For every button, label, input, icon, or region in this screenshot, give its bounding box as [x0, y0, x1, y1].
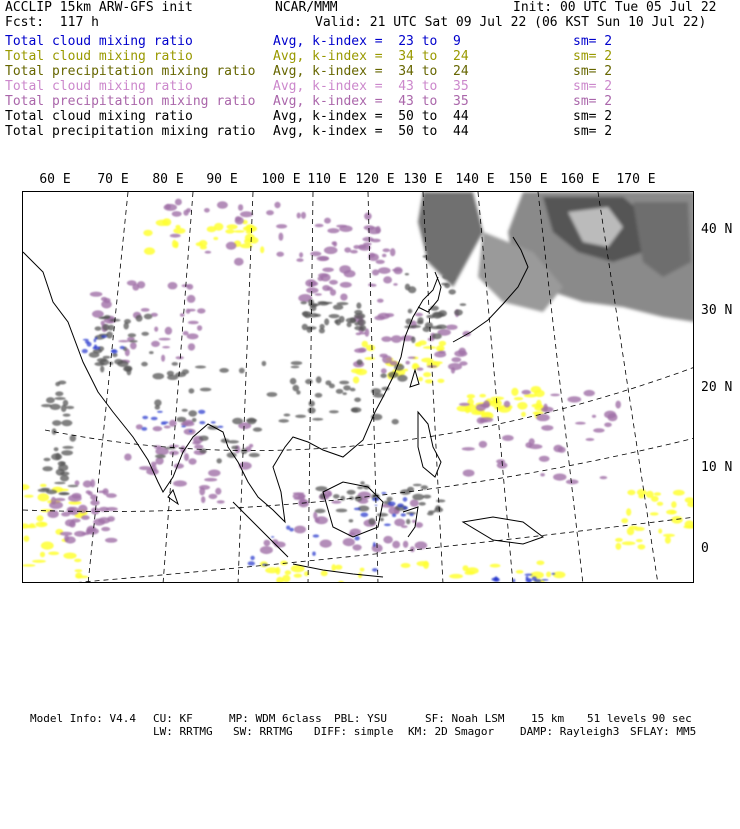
levels: 51 levels — [587, 712, 647, 725]
field-smoothing: sm= 2 — [573, 94, 613, 109]
lat-label-10: 10 N — [701, 460, 733, 475]
field-row — [5, 79, 735, 94]
field-smoothing: sm= 2 — [573, 64, 613, 79]
diff-scheme: DIFF: simple — [314, 725, 394, 738]
pbl-scheme: PBL: YSU — [334, 712, 387, 725]
field-smoothing: sm= 2 — [573, 34, 613, 49]
field-smoothing: sm= 2 — [573, 79, 613, 94]
field-avg: Avg, k-index = 43 to 35 — [273, 94, 469, 109]
cu-scheme: CU: KF — [153, 712, 193, 725]
time-step: 90 sec — [652, 712, 692, 725]
forecast-map — [22, 191, 694, 583]
lon-label-130: 130 E — [403, 172, 443, 187]
forecast-hour: Fcst: 117 h — [5, 15, 99, 30]
lon-label-140: 140 E — [455, 172, 495, 187]
lon-label-90: 90 E — [206, 172, 238, 187]
lon-label-150: 150 E — [508, 172, 548, 187]
field-avg: Avg, k-index = 23 to 9 — [273, 34, 461, 49]
field-avg: Avg, k-index = 34 to 24 — [273, 49, 469, 64]
lon-label-80: 80 E — [152, 172, 184, 187]
field-row — [5, 34, 735, 49]
lat-label-40: 40 N — [701, 222, 733, 237]
field-name: Total cloud mixing ratio — [5, 49, 193, 64]
typhoon-system — [418, 192, 694, 322]
lon-label-170: 170 E — [616, 172, 656, 187]
field-name: Total cloud mixing ratio — [5, 109, 193, 124]
lon-label-160: 160 E — [560, 172, 600, 187]
field-avg: Avg, k-index = 50 to 44 — [273, 124, 469, 139]
lon-label-70: 70 E — [97, 172, 129, 187]
field-row — [5, 64, 735, 79]
field-name: Total cloud mixing ratio — [5, 34, 193, 49]
lat-label-30: 30 N — [701, 303, 733, 318]
cloud-blue-layer — [82, 335, 555, 583]
header-row-1 — [5, 0, 735, 15]
resolution: 15 km — [531, 712, 565, 725]
field-avg: Avg, k-index = 34 to 24 — [273, 64, 469, 79]
lon-label-100: 100 E — [261, 172, 301, 187]
field-row — [5, 124, 735, 139]
init-time: Init: 00 UTC Tue 05 Jul 22 — [513, 0, 717, 15]
lw-scheme: LW: RRTMG — [153, 725, 213, 738]
lon-label-110: 110 E — [307, 172, 347, 187]
map-canvas — [23, 192, 694, 583]
field-avg: Avg, k-index = 43 to 35 — [273, 79, 469, 94]
field-row — [5, 49, 735, 64]
field-smoothing: sm= 2 — [573, 124, 613, 139]
field-avg: Avg, k-index = 50 to 44 — [273, 109, 469, 124]
sflay-scheme: SFLAY: MM5 — [630, 725, 697, 738]
lat-label-0: 0 — [701, 541, 709, 556]
damp-scheme: DAMP: Rayleigh3 — [520, 725, 620, 738]
lon-label-120: 120 E — [355, 172, 395, 187]
valid-time: Valid: 21 UTC Sat 09 Jul 22 (06 KST Sun 10 Jul 22) — [315, 15, 707, 30]
mp-scheme: MP: WDM 6class — [229, 712, 322, 725]
sw-scheme: SW: RRTMG — [233, 725, 293, 738]
sf-scheme: SF: Noah LSM — [425, 712, 505, 725]
header-row-2 — [5, 15, 735, 30]
lat-label-20: 20 N — [701, 380, 733, 395]
model-title: ACCLIP 15km ARW-GFS init — [5, 0, 193, 15]
field-name: Total cloud mixing ratio — [5, 79, 193, 94]
field-row — [5, 109, 735, 124]
field-smoothing: sm= 2 — [573, 49, 613, 64]
field-name: Total precipitation mixing ratio — [5, 64, 256, 79]
field-name: Total precipitation mixing ratio — [5, 124, 256, 139]
field-row — [5, 94, 735, 109]
field-smoothing: sm= 2 — [573, 109, 613, 124]
model-info: Model Info: V4.4 — [30, 712, 136, 725]
footer-row-2 — [0, 725, 740, 816]
center-title: NCAR/MMM — [275, 0, 338, 15]
km-scheme: KM: 2D Smagor — [408, 725, 495, 738]
field-name: Total precipitation mixing ratio — [5, 94, 256, 109]
lon-label-60: 60 E — [39, 172, 71, 187]
